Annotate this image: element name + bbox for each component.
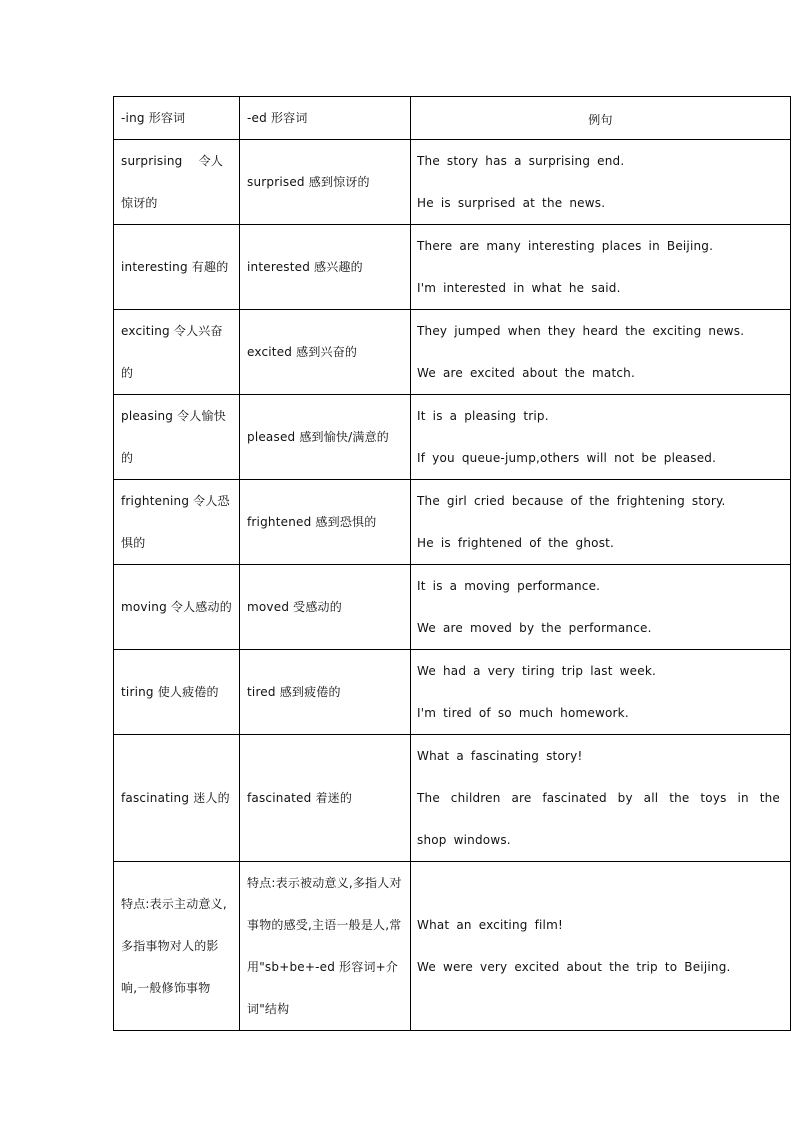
example-sentences-cell [411,310,791,395]
table-row-characteristics [114,862,791,1031]
ing-adjective-cell: fascinating 迷人的 [114,735,240,862]
example-sentence: The children are fascinated by all the toys in the shop windows. [417,791,780,847]
table-row [114,480,791,565]
example-sentence: We are excited about the match. [417,366,636,380]
example-sentence: I'm tired of so much homework. [417,706,629,720]
ed-adjective-cell: interested 感兴趣的 [240,225,411,310]
example-sentence: What an exciting film! [417,918,563,932]
ing-adjective-cell: moving 令人感动的 [114,565,240,650]
example-sentence: What a fascinating story! [417,749,583,763]
ing-adjective-cell: surprising 令人惊讶的 [114,140,240,225]
table-row [114,650,791,735]
example-sentences-cell [411,862,791,1031]
adjective-comparison-table [113,96,791,1031]
example-sentence: If you queue-jump,others will not be pleased. [417,451,717,465]
table-row [114,735,791,862]
example-sentence: We were very excited about the trip to Beijing. [417,960,731,974]
ing-adjective-cell: exciting 令人兴奋的 [114,310,240,395]
example-sentence: They jumped when they heard the exciting news. [417,324,745,338]
table-row [114,140,791,225]
ing-characteristics-cell: 特点:表示主动意义,多指事物对人的影响,一般修饰事物 [114,862,240,1031]
header-ing-adjective: -ing 形容词 [114,97,240,140]
example-sentence: It is a moving performance. [417,579,601,593]
example-sentences-cell [411,225,791,310]
example-sentence: I'm interested in what he said. [417,281,621,295]
table-row [114,395,791,480]
example-sentence: He is frightened of the ghost. [417,536,615,550]
example-sentence: It is a pleasing trip. [417,409,549,423]
example-sentences-cell [411,650,791,735]
header-ed-adjective: -ed 形容词 [240,97,411,140]
table-row [114,565,791,650]
table-row [114,310,791,395]
ed-adjective-cell: pleased 感到愉快/满意的 [240,395,411,480]
example-sentence: There are many interesting places in Beijing. [417,239,714,253]
ed-adjective-cell: tired 感到疲倦的 [240,650,411,735]
example-sentences-cell [411,565,791,650]
example-sentences-cell [411,395,791,480]
header-example-sentences: 例句 [411,97,791,140]
example-sentence: The girl cried because of the frightening story. [417,494,726,508]
example-sentences-cell [411,480,791,565]
ing-adjective-cell: interesting 有趣的 [114,225,240,310]
ed-adjective-cell: frightened 感到恐惧的 [240,480,411,565]
ed-adjective-cell: surprised 感到惊讶的 [240,140,411,225]
ed-adjective-cell: moved 受感动的 [240,565,411,650]
example-sentence: He is surprised at the news. [417,196,606,210]
table-row [114,225,791,310]
example-sentences-cell [411,140,791,225]
table-header-row [114,97,791,140]
example-sentence: We are moved by the performance. [417,621,652,635]
ing-adjective-cell: pleasing 令人愉快的 [114,395,240,480]
ing-adjective-cell: frightening 令人恐惧的 [114,480,240,565]
ed-characteristics-cell: 特点:表示被动意义,多指人对事物的感受,主语一般是人,常用"sb+be+-ed 形容词+介词"结构 [240,862,411,1031]
ing-adjective-cell: tiring 使人疲倦的 [114,650,240,735]
example-sentences-cell [411,735,791,862]
ed-adjective-cell: fascinated 着迷的 [240,735,411,862]
example-sentence: We had a very tiring trip last week. [417,664,657,678]
example-sentence: The story has a surprising end. [417,154,625,168]
ed-adjective-cell: excited 感到兴奋的 [240,310,411,395]
